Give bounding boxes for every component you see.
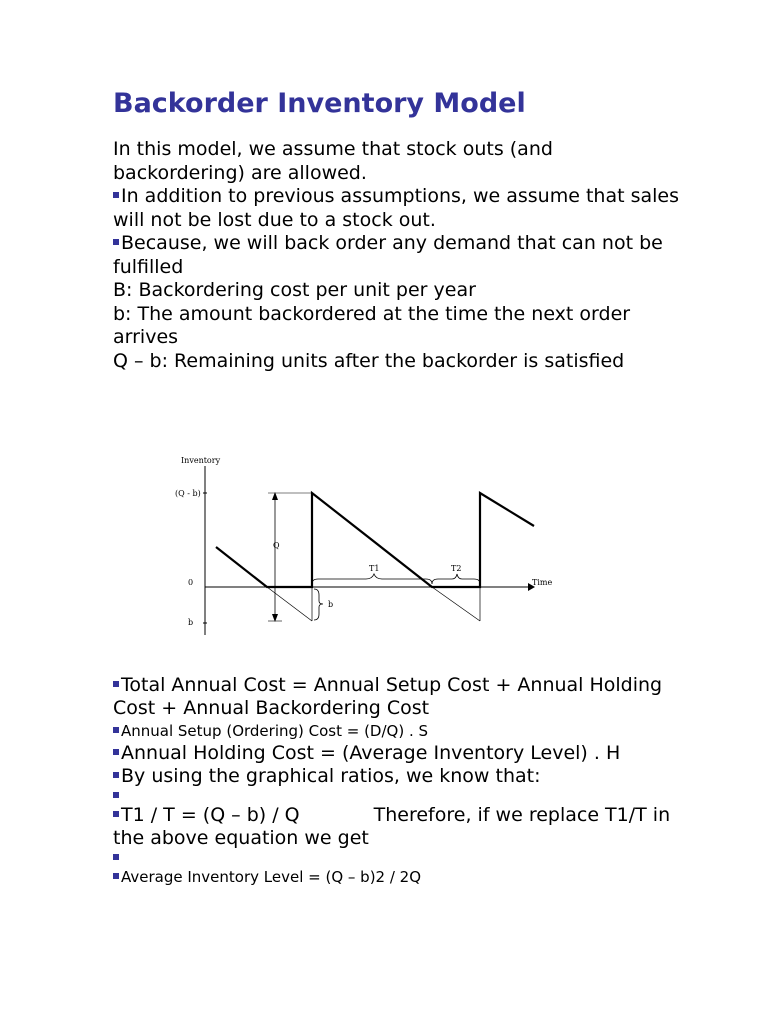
bullet-icon xyxy=(113,873,119,879)
inventory-diagram xyxy=(170,452,555,640)
brace-b-label: b xyxy=(328,600,334,609)
intro-text xyxy=(113,138,683,373)
intro-bullet: In addition to previous assumptions, we assume that sales will not be lost due to a stock out. xyxy=(113,185,679,231)
empty-bullet xyxy=(113,850,683,866)
bullet-icon xyxy=(113,727,119,733)
holding-cost-line: Annual Holding Cost = (Average Inventory Level) . H xyxy=(113,742,683,765)
page-title: Backorder Inventory Model xyxy=(113,88,526,119)
tick-b: b xyxy=(188,618,194,627)
bullet-icon xyxy=(113,792,119,798)
intro-line: B: Backordering cost per unit per year xyxy=(113,279,476,301)
empty-bullet xyxy=(113,788,683,804)
bullet-icon xyxy=(113,192,119,198)
intro-line: b: The amount backordered at the time the next order arrives xyxy=(113,302,631,348)
intro-line: Q – b: Remaining units after the backorder is satisfied xyxy=(113,349,625,372)
tick-q-minus-b: (Q - b) xyxy=(175,489,201,498)
brace-q-label: Q xyxy=(273,541,280,550)
bullet-icon xyxy=(113,681,119,687)
bullet-icon xyxy=(113,811,119,817)
bullet-icon xyxy=(113,749,119,755)
backorder-line-2 xyxy=(432,587,480,621)
brace-t2-label: T2 xyxy=(451,564,462,573)
tick-zero: 0 xyxy=(188,578,194,587)
cost-formulas xyxy=(113,674,683,888)
y-axis-label: Inventory xyxy=(181,456,221,465)
total-cost-line: Total Annual Cost = Annual Setup Cost + Annual Holding Cost + Annual Backordering Cost xyxy=(113,674,663,719)
brace-t1 xyxy=(312,574,432,584)
graphical-ratio-line: By using the graphical ratios, we know that: xyxy=(113,765,683,788)
intro-bullet: Because, we will back order any demand that can not be fulfilled xyxy=(113,232,663,278)
x-axis-label: Time xyxy=(532,578,553,587)
bullet-icon xyxy=(113,239,119,245)
ratio-line: T1 / T = (Q – b) / Q Therefore, if we replace T1/T in the above equation we get xyxy=(113,804,671,849)
brace-t1-label: T1 xyxy=(369,564,380,573)
brace-t2 xyxy=(432,574,480,584)
brace-b xyxy=(314,589,323,620)
intro-line: In this model, we assume that stock outs (and backordering) are allowed. xyxy=(113,138,553,184)
bullet-icon xyxy=(113,854,119,860)
inventory-diagram-svg xyxy=(170,452,555,640)
bullet-icon xyxy=(113,772,119,778)
setup-cost-line: Annual Setup (Ordering) Cost = (D/Q) . S xyxy=(113,720,683,742)
average-level-line: Average Inventory Level = (Q – b)2 / 2Q xyxy=(113,866,683,888)
